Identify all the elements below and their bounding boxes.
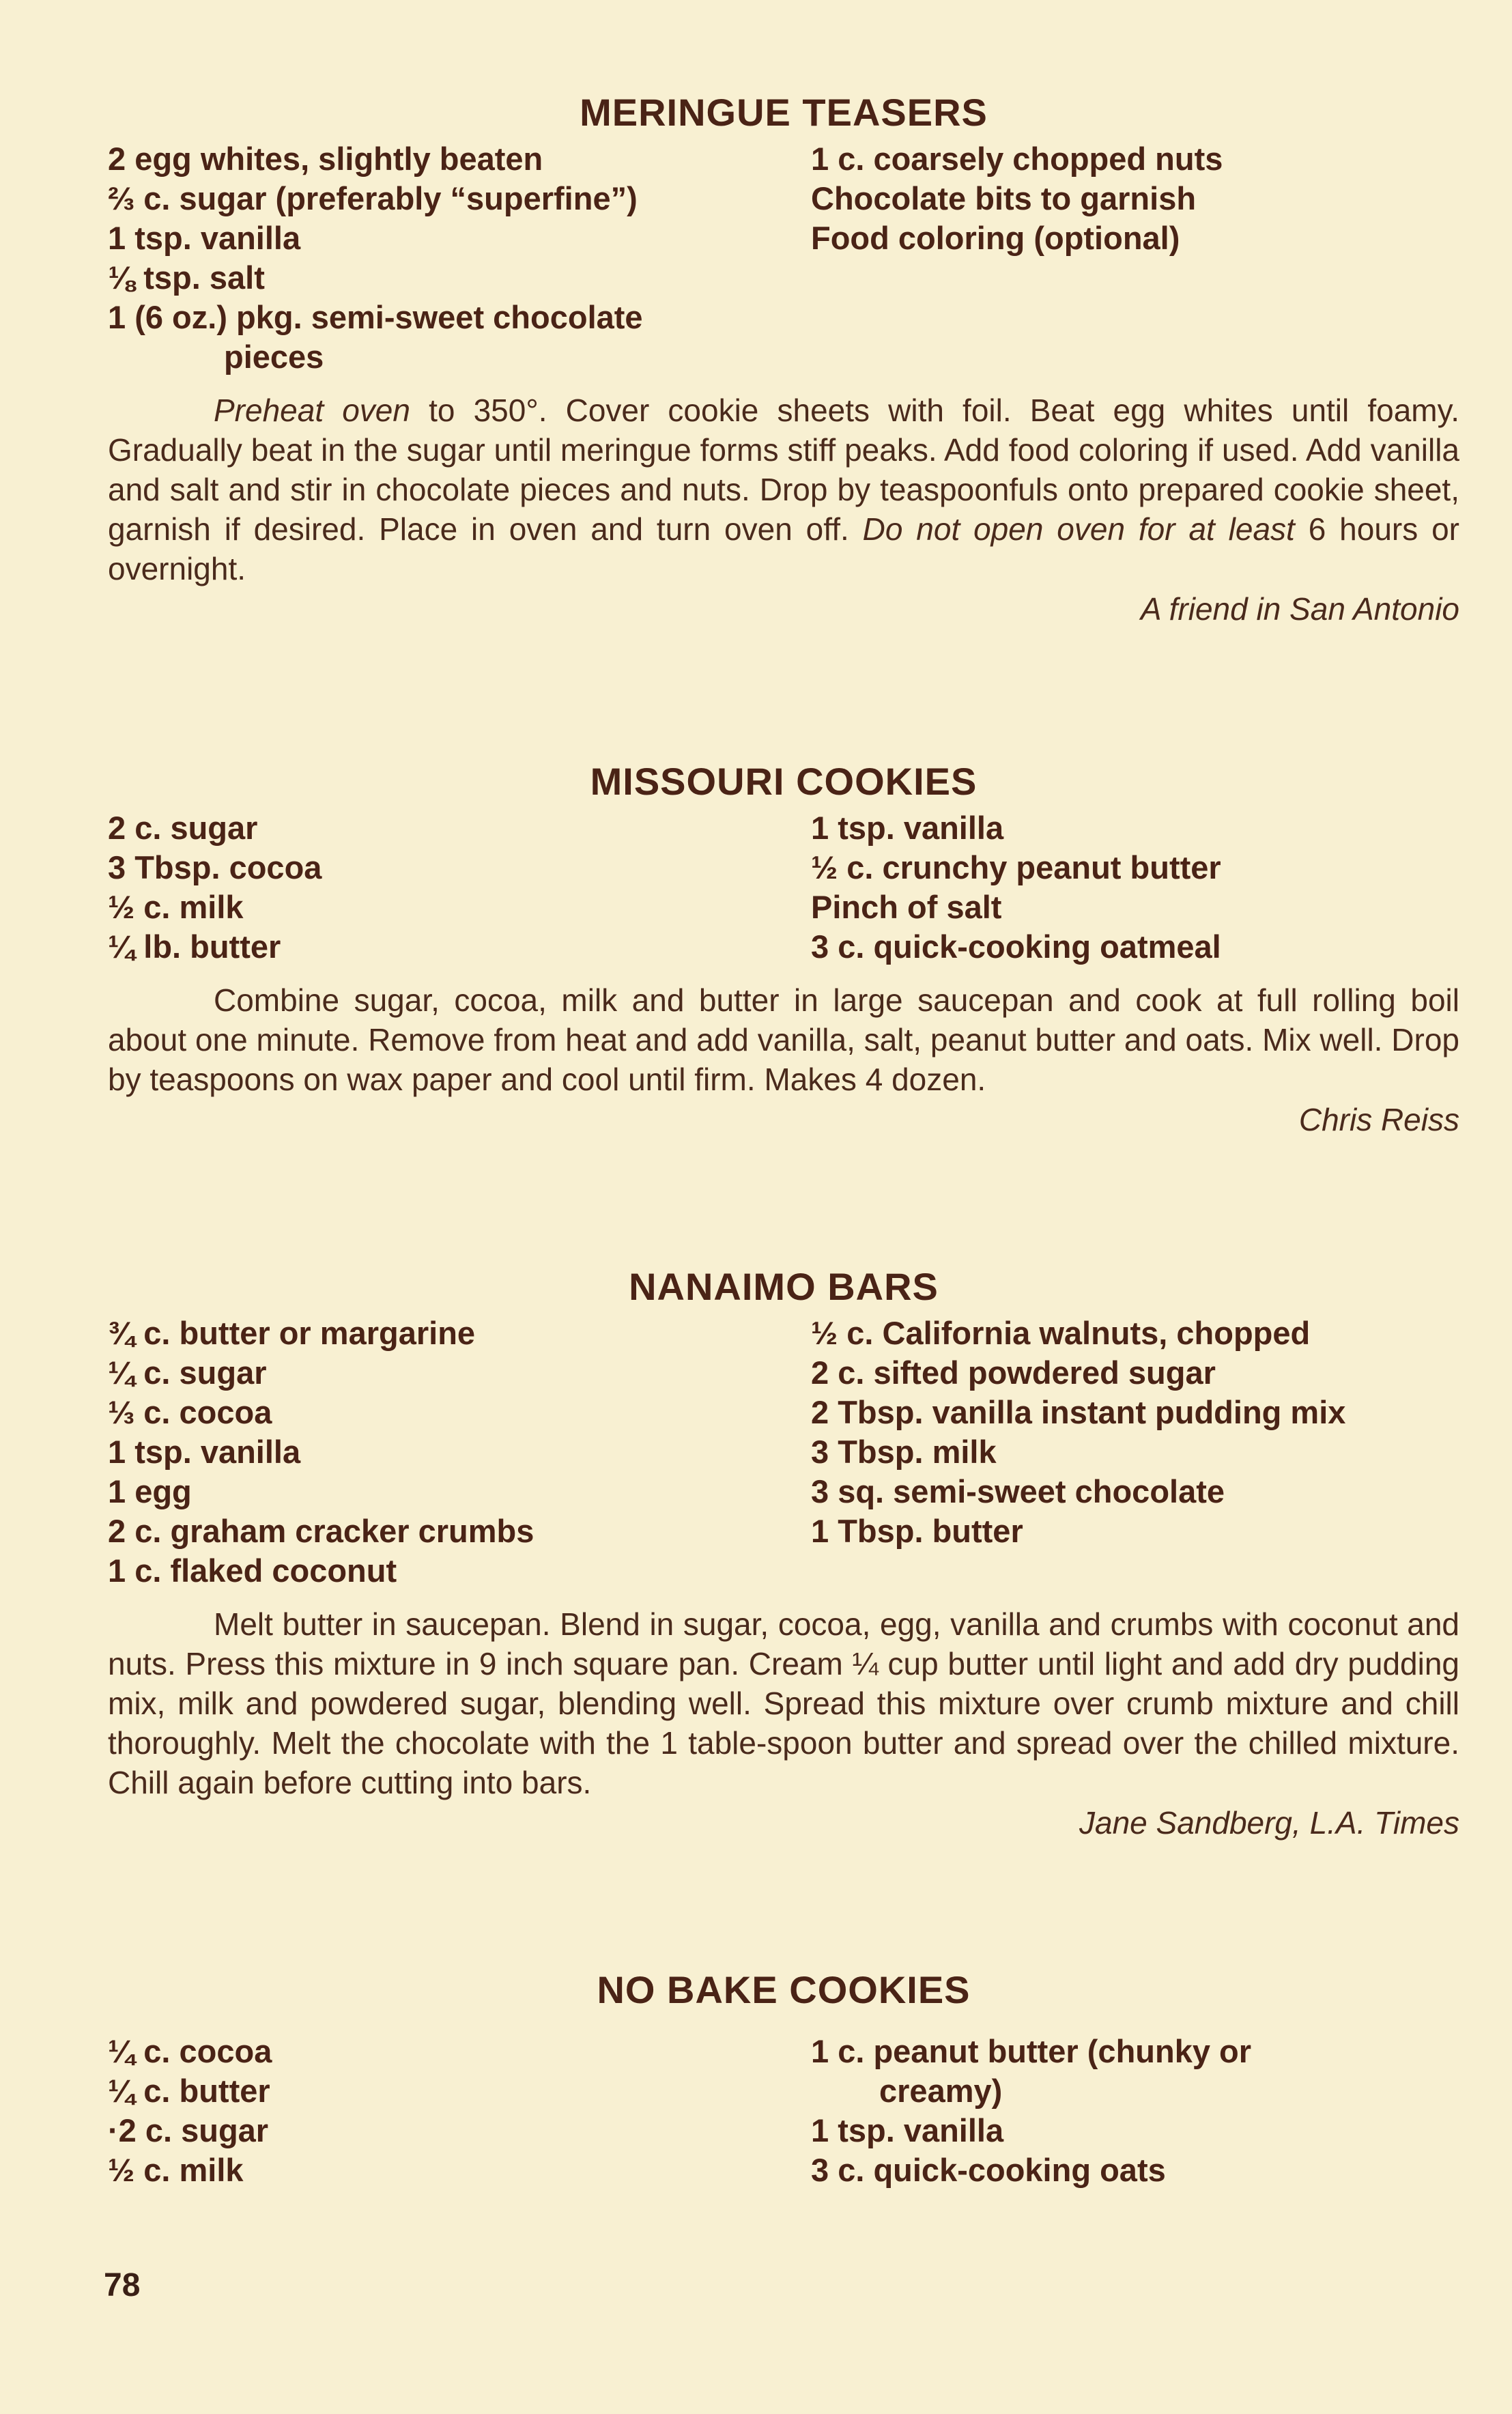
ingredient: ⅔ c. sugar (preferably “superfine”): [108, 180, 638, 216]
recipe-title: NO BAKE COOKIES: [597, 1968, 971, 2011]
ingredients-right: [811, 139, 1459, 377]
ingredients: [108, 1314, 1459, 1591]
ingredients-right: [811, 1314, 1459, 1591]
recipe-credit: A friend in San Antonio: [1140, 591, 1459, 627]
recipe-credit: Chris Reiss: [1298, 1102, 1459, 1137]
ingredient: 3 c. quick-cooking oats: [811, 2152, 1166, 2188]
ingredients: [108, 2032, 1459, 2190]
ingredient: 2 egg whites, slightly beaten: [108, 141, 543, 177]
ingredient: 2 c. graham cracker crumbs: [108, 1513, 534, 1549]
ingredient: Pinch of salt: [811, 889, 1002, 925]
ingredient: 3 Tbsp. milk: [811, 1434, 997, 1470]
ingredient: Food coloring (optional): [811, 220, 1180, 256]
recipe-nanaimo-bars: [108, 1263, 1459, 1843]
ingredients: [108, 808, 1459, 967]
ingredient: ¼ lb. butter: [108, 928, 281, 965]
recipe-credit: Jane Sandberg, L.A. Times: [1079, 1805, 1459, 1841]
ingredient: 1 tsp. vanilla: [811, 2112, 1004, 2148]
ingredient: 1 egg: [108, 1473, 192, 1509]
ingredients-left: [108, 808, 811, 967]
ingredient-continued: pieces: [224, 339, 324, 375]
ingredients-left: [108, 2032, 811, 2190]
ingredient: ¼ c. sugar: [108, 1354, 267, 1391]
ingredient: 1 c. flaked coconut: [108, 1552, 397, 1589]
ingredient: ¼ c. cocoa: [108, 2033, 272, 2069]
ingredients: [108, 139, 1459, 377]
directions-italic: Preheat oven: [214, 393, 410, 428]
ingredient: 3 c. quick-cooking oatmeal: [811, 928, 1221, 965]
directions-italic: Do not open oven for at least: [862, 511, 1295, 547]
directions: Melt butter in saucepan. Blend in sugar, cocoa, egg, vanilla and crumbs with coconut and nuts. Press this mixture in 9 inch square pan. Cream ¼ cup butter until light and add dry pudding mix, milk and powdered sugar, blending well. Spread this mixture over crumb mixture and chill thoroughly. Melt the chocolate with the 1 table-spoon butter and spread over the chilled mixture. Chill again before cutting into bars.: [108, 1606, 1459, 1800]
recipe-title: MISSOURI COOKIES: [590, 760, 978, 803]
page-number: 78: [104, 2267, 141, 2303]
ingredient: ·2 c. sugar: [108, 2112, 269, 2148]
ingredient-continued: creamy): [879, 2073, 1003, 2109]
ingredient: 3 Tbsp. cocoa: [108, 849, 322, 885]
directions: [108, 390, 1459, 588]
ingredient: Chocolate bits to garnish: [811, 180, 1197, 216]
ingredient: 1 Tbsp. butter: [811, 1513, 1023, 1549]
ingredients-right: [811, 2032, 1459, 2190]
ingredient: ½ c. milk: [108, 2152, 244, 2188]
ingredient: ⅛ tsp. salt: [108, 259, 265, 296]
directions-text: to 350°. Cover cookie sheets with foil. Beat egg whites until foamy. Gradually beat in the sugar until meringue forms stiff peaks. Add food coloring if used. Add vanilla and salt and stir in chocolate pieces and nuts. Drop by teaspoonfuls onto prepared cookie sheet, garnish if desired. Place in oven and turn oven off.: [108, 393, 1459, 547]
ingredient: 1 (6 oz.) pkg. semi-sweet chocolate: [108, 299, 643, 335]
ingredient: 3 sq. semi-sweet chocolate: [811, 1473, 1225, 1509]
directions: Combine sugar, cocoa, milk and butter in large saucepan and cook at full rolling boil about one minute. Remove from heat and add vanilla, salt, peanut butter and oats. Mix well. Drop by teaspoons on wax paper and cool until firm. Makes 4 dozen.: [108, 982, 1459, 1097]
ingredient: 1 c. coarsely chopped nuts: [811, 141, 1223, 177]
ingredient: 2 c. sifted powdered sugar: [811, 1354, 1216, 1391]
ingredient: ½ c. crunchy peanut butter: [811, 849, 1221, 885]
ingredient: ½ c. California walnuts, chopped: [811, 1315, 1311, 1351]
ingredients-left: [108, 1314, 811, 1591]
ingredient: 2 Tbsp. vanilla instant pudding mix: [811, 1394, 1346, 1430]
recipe-title: NANAIMO BARS: [629, 1265, 939, 1308]
ingredient: 1 tsp. vanilla: [811, 810, 1004, 846]
recipe-meringue-teasers: [108, 89, 1459, 629]
ingredient: 1 c. peanut butter (chunky or: [811, 2033, 1252, 2069]
ingredients-right: [811, 808, 1459, 967]
directions-text: 6 hours or overnight.: [108, 511, 1459, 586]
ingredients-left: [108, 139, 811, 377]
ingredient: 1 tsp. vanilla: [108, 220, 301, 256]
ingredient: ¼ c. butter: [108, 2073, 270, 2109]
recipe-title: MERINGUE TEASERS: [580, 91, 988, 134]
ingredient: ⅓ c. cocoa: [108, 1394, 272, 1430]
ingredient: ¾ c. butter or margarine: [108, 1315, 476, 1351]
recipe-missouri-cookies: [108, 758, 1459, 1140]
recipe-no-bake-cookies: [108, 1966, 1459, 2190]
ingredient: 2 c. sugar: [108, 810, 258, 846]
ingredient: ½ c. milk: [108, 889, 244, 925]
ingredient: 1 tsp. vanilla: [108, 1434, 301, 1470]
